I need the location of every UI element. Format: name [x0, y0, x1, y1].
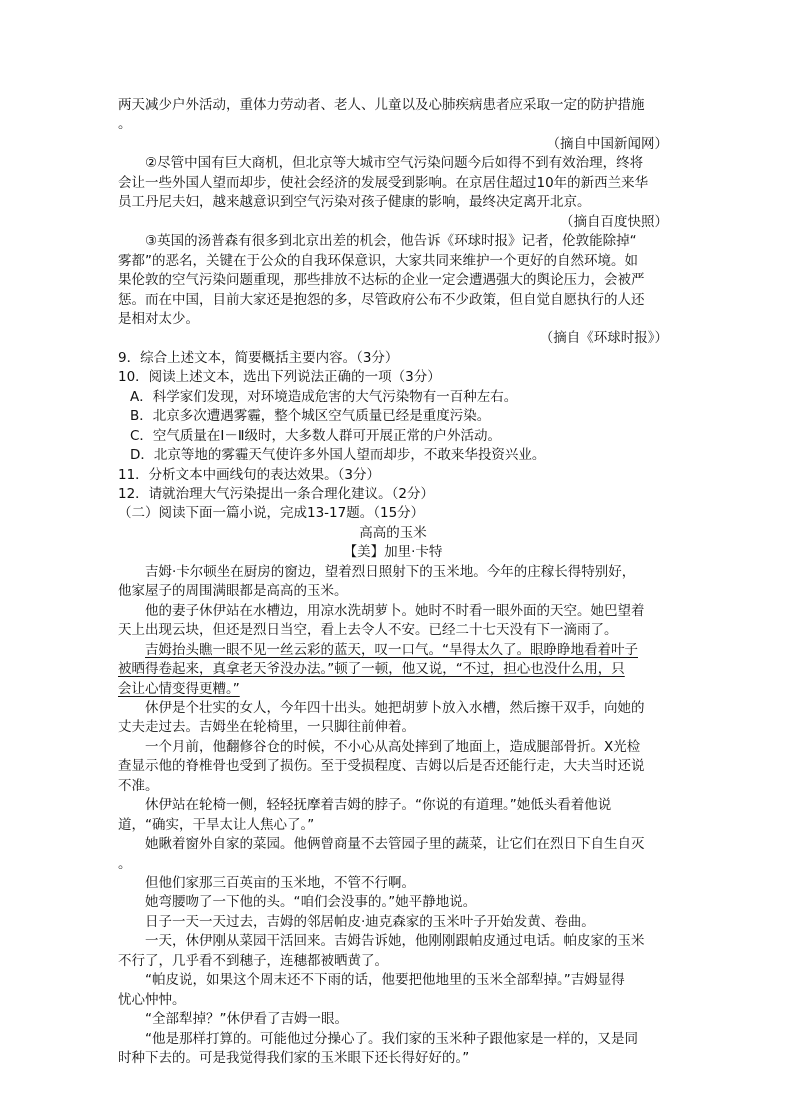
text-line: 她瞅着窗外自家的菜园。他俩曾商量不去管园子里的蔬菜，让它们在烈日下自生自灭: [145, 836, 645, 853]
text-line: 吉姆抬头瞧一眼不见一丝云彩的蓝天，叹一口气。“旱得太久了。眼睁睁地看着叶子: [145, 641, 638, 658]
text-line: 查显示他的脊椎骨也受到了损伤。至于受损程度、吉姆以后是否还能行走，大夫当时还说: [118, 758, 645, 775]
text-line: 。: [118, 855, 132, 872]
text-line: 不行了，几乎看不到穗子，连穗都被晒黄了。: [118, 952, 388, 969]
text-line: C．空气质量在Ⅰ－Ⅱ级时，大多数人群可开展正常的户外活动。: [130, 427, 502, 444]
text-line: 会让心情变得更糟。”: [118, 680, 240, 697]
text-line: 丈夫走过去。吉姆坐在轮椅里，一只脚往前伸着。: [118, 719, 415, 736]
text-line: 11．分析文本中画线句的表达效果。（3分）: [118, 466, 381, 483]
text-line: 惩。而在中国，目前大家还是抱怨的多，尽管政府公布不少政策，但自觉自愿执行的人还: [118, 291, 645, 308]
text-line: 日子一天一天过去，吉姆的邻居帕皮·迪克森家的玉米叶子开始发黄、卷曲。: [145, 913, 595, 930]
text-line: 被晒得卷起来，真拿老天爷没办法。”顿了一顿，他又说，“不过，担心也没什么用，只: [118, 661, 625, 678]
text-line: 他的妻子休伊站在水槽边，用凉水洗胡萝卜。她时不时看一眼外面的天空。她巴望着: [145, 602, 645, 619]
text-line: 天上出现云块，但还是烈日当空，看上去令人不安。已经二十七天没有下一滴雨了。: [118, 622, 618, 639]
text-line: 12．请就治理大气污染提出一条合理化建议。（2分）: [118, 486, 435, 502]
source-citation: （摘自百度快照）: [560, 213, 668, 230]
text-line: 不准。: [118, 777, 159, 794]
text-line: （二）阅读下面一篇小说，完成13-17题。（15分）: [118, 505, 425, 522]
text-line: 会让一些外国人望而却步，使社会经济的发展受到影响。在京居住超过10年的新西兰来华: [118, 174, 649, 191]
story-author: 【美】加里·卡特: [343, 544, 443, 561]
text-line: 但他们家那三百英亩的玉米地，不管不行啊。: [145, 875, 415, 891]
text-line: 两天减少户外活动，重体力劳动者、老人、儿童以及心肺疾病患者应采取一定的防护措施: [118, 97, 645, 113]
text-line: “帕皮说，如果这个周末还不下雨的话，他要把他地里的玉米全部犁掉。”吉姆显得: [145, 972, 625, 989]
text-line: 员工丹尼夫妇，越来越意识到空气污染对孩子健康的影响，最终决定离开北京。: [118, 194, 591, 211]
text-line: 吉姆·卡尔顿坐在厨房的窗边，望着烈日照射下的玉米地。今年的庄稼长得特别好，: [145, 563, 636, 580]
source-citation: （摘自《环球时报》）: [539, 330, 668, 347]
text-line: 一个月前，他翻修谷仓的时候，不小心从高处摔到了地面上，造成腿部骨折。X光检: [145, 738, 641, 755]
text-line: ②尽管中国有巨大商机，但北京等大城市空气污染问题今后如得不到有效治理，终将: [145, 155, 644, 172]
text-line: 果伦敦的空气污染问题重现，那些排放不达标的企业一定会遭遇强大的舆论压力，会被严: [118, 272, 645, 289]
text-line: ③英国的汤普森有很多到北京出差的机会，他告诉《环球时报》记者，伦敦能除掉“: [145, 233, 637, 250]
text-line: 一天，休伊刚从菜园干活回来。吉姆告诉她，他刚刚跟帕皮通过电话。帕皮家的玉米: [145, 933, 645, 950]
text-line: “他是那样打算的。可能他过分操心了。我们家的玉米种子跟他家是一样的，又是同: [145, 1030, 638, 1047]
text-line: 10．阅读上述文本，选出下列说法正确的一项（3分）: [118, 369, 441, 386]
text-line: 忧心忡忡。: [118, 991, 186, 1008]
text-line: 雾都”的恶名，关键在于公众的自我环保意识，大家共同来维护一个更好的自然环境。如: [118, 252, 638, 269]
text-line: 休伊是个壮实的女人，今年四十出头。她把胡萝卜放入水槽，然后擦干双手，向她的: [145, 699, 645, 716]
text-line: B．北京多次遭遇雾霾，整个城区空气质量已经是重度污染。: [130, 408, 491, 425]
text-line: 他家屋子的周围满眼都是高高的玉米。: [118, 583, 348, 600]
text-line: 休伊站在轮椅一侧，轻轻抚摩着吉姆的脖子。“你说的有道理。”她低头看着他说: [145, 797, 612, 814]
text-line: 9．综合上述文本，简要概括主要内容。（3分）: [118, 349, 399, 366]
story-title: 高高的玉米: [359, 524, 427, 541]
text-line: 是相对太少。: [118, 310, 199, 327]
source-citation: （摘自中国新闻网）: [546, 135, 668, 152]
text-line: D．北京等地的雾霾天气使许多外国人望而却步，不敢来华投资兴业。: [130, 447, 546, 464]
text-line: 。: [118, 116, 132, 133]
text-line: A．科学家们发现，对环境造成危害的大气污染物有一百种左右。: [130, 388, 518, 405]
text-line: 道，“确实，干旱太让人焦心了。”: [118, 816, 315, 833]
text-line: 她弯腰吻了一下他的头。“咱们会没事的。”她平静地说。: [145, 894, 477, 911]
text-line: “全部犁掉？”休伊看了吉姆一眼。: [145, 1011, 348, 1028]
text-line: 时种下去的。可是我觉得我们家的玉米眼下还长得好好的。”: [118, 1050, 470, 1067]
